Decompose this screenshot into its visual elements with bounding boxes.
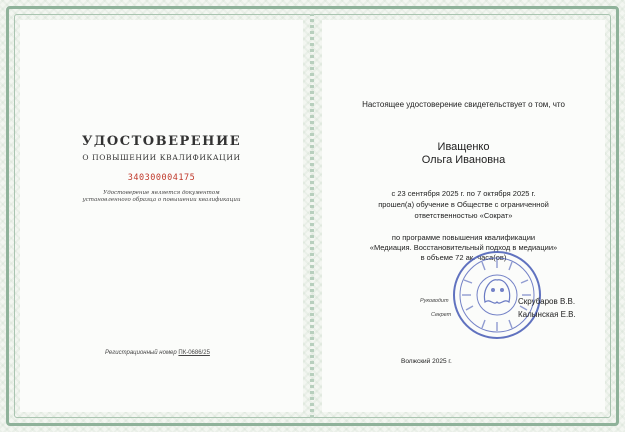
training-dates: с 23 сентября 2025 г. по 7 октября 2025 г. xyxy=(391,189,536,198)
lead-sentence: Настоящее удостоверение свидетельствует о том, что xyxy=(362,100,565,109)
official-stamp xyxy=(452,250,542,340)
note-line-1: Удостоверение является документом xyxy=(103,190,220,196)
organization-line-2: ответственностью «Сократ» xyxy=(414,211,513,220)
registration-number xyxy=(105,350,210,356)
city-year: Волжский 2025 г. xyxy=(401,358,452,365)
center-fold xyxy=(310,14,314,418)
registration-value: ПК-0686/25 xyxy=(178,350,210,356)
certificate-note xyxy=(20,190,303,205)
program-hours: в объеме 72 ак. часа(ов) xyxy=(420,253,507,262)
note-line-2: установленного образца о повышении квалификации xyxy=(82,197,241,204)
holder-surname: Иващенко xyxy=(437,141,490,153)
certificate-title: УДОСТОВЕРЕНИЕ xyxy=(81,134,242,149)
director-role: Руководит xyxy=(420,298,449,304)
program-name: «Медиация. Восстановительный подход в медиации» xyxy=(369,243,558,252)
registration-label: Регистрационный номер xyxy=(105,350,177,356)
program-line-1: по программе повышения квалификации xyxy=(391,233,536,242)
organization-line-1: прошел(а) обучение в Обществе с ограниченной xyxy=(378,200,549,209)
certificate-subtitle: О ПОВЫШЕНИИ КВАЛИФИКАЦИИ xyxy=(82,153,241,162)
director-name: Скрубаров В.В. xyxy=(518,297,576,306)
secretary-role: Секрет xyxy=(431,312,452,318)
secretary-name: Калынская Е.В. xyxy=(518,310,576,319)
certificate-number: 340300004175 xyxy=(127,173,196,183)
holder-given-names: Ольга Ивановна xyxy=(421,154,506,167)
holder-name xyxy=(322,141,605,167)
